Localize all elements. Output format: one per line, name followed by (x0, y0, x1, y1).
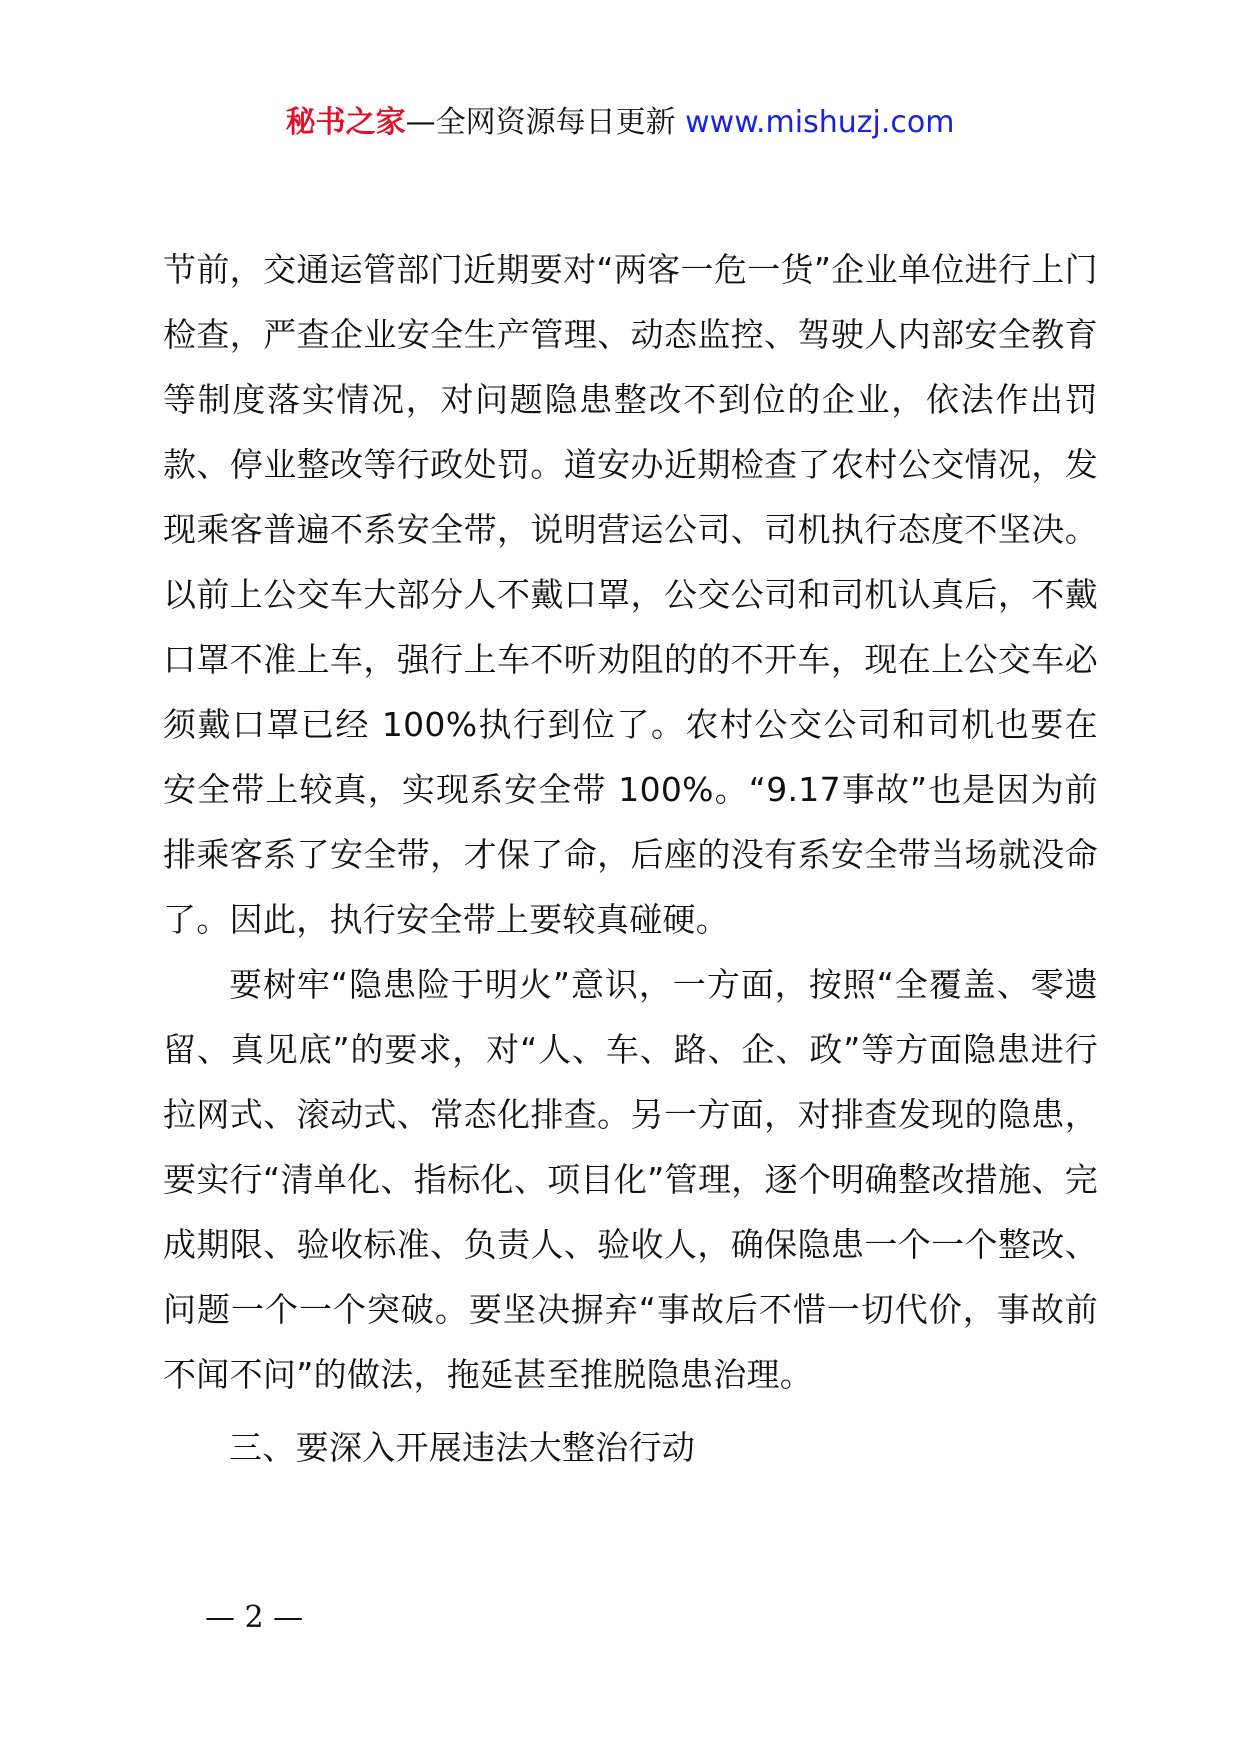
document-body (163, 237, 1098, 1480)
site-url-link[interactable]: www.mishuzj.com (685, 105, 955, 140)
brand-name: 秘书之家 (285, 105, 406, 140)
section-heading: 三、要深入开展违法大整治行动 (229, 1428, 696, 1467)
header-tagline: —全网资源每日更新 (405, 105, 676, 140)
site-header (0, 100, 1240, 146)
paragraph-2: 要树牢“隐患险于明火”意识，一方面，按照“全覆盖、零遗留、真见底”的要求，对“人、车、路、企、政”等方面隐患进行拉网式、滚动式、常态化排查。另一方面，对排查发现的隐患，要实行“清单化、指标化、项目化”管理，逐个明确整改措施、完成期限、验收标准、负责人、验收人，确保隐患一个一个整改、问题一个一个突破。要坚决摒弃“事故后不惜一切代价，事故前不闻不问”的做法，拖延甚至推脱隐患治理。 (163, 965, 1098, 1394)
paragraph-1: 节前，交通运管部门近期要对“两客一危一货”企业单位进行上门检查，严查企业安全生产管理、动态监控、驾驶人内部安全教育等制度落实情况，对问题隐患整改不到位的企业，依法作出罚款、停业整改等行政处罚。道安办近期检查了农村公交情况，发现乘客普遍不系安全带，说明营运公司、司机执行态度不坚决。以前上公交车大部分人不戴口罩，公交公司和司机认真后，不戴口罩不准上车，强行上车不听劝阻的的不开车，现在上公交车必须戴口罩已经 100%执行到位了。农村公交公司和司机也要在安全带上较真，实现系安全带 100%。“9.17事故”也是因为前排乘客系了安全带，才保了命，后座的没有系安全带当场就没命了。因此，执行安全带上要较真碰硬。 (163, 250, 1098, 939)
page-number: — 2 — (205, 1600, 304, 1635)
